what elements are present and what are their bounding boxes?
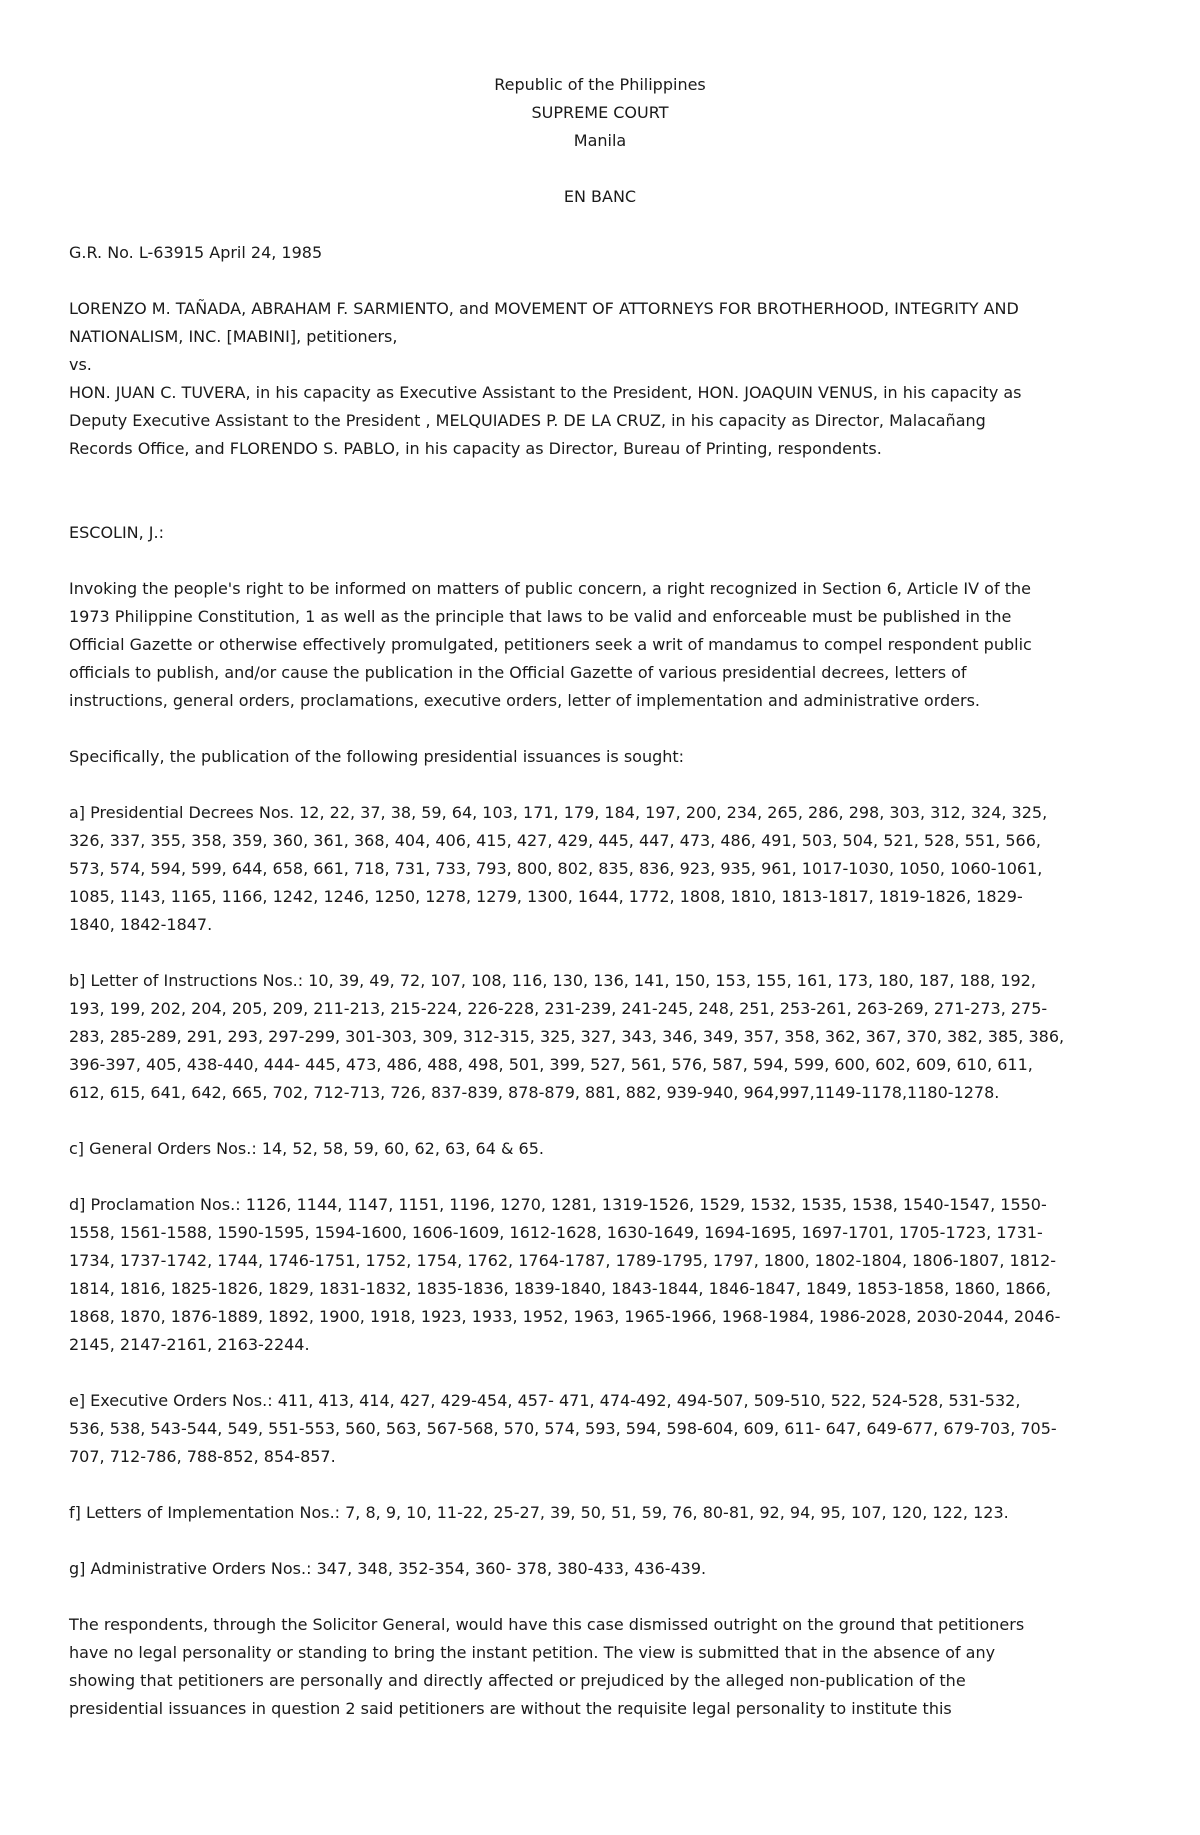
case-parties [69,295,1131,463]
item-g-paragraph [69,1555,1131,1583]
intro-line-3: Official Gazette or otherwise effectively promulgated, petitioners seek a writ of mandamus to compel respondent public [69,635,1032,654]
item-f-paragraph [69,1499,1131,1527]
intro-paragraph [69,575,1131,715]
case-number-date: G.R. No. L-63915 April 24, 1985 [69,243,323,262]
specifically-line-1: Specifically, the publication of the following presidential issuances is sought: [69,747,685,766]
item-d-line-1: d] Proclamation Nos.: 1126, 1144, 1147, 1151, 1196, 1270, 1281, 1319-1526, 1529, 1532, 1535, 1538, 1540-1547, 1550- [69,1195,1047,1214]
item-b-line-3: 283, 285-289, 291, 293, 297-299, 301-303, 309, 312-315, 325, 327, 343, 346, 349, 357, 358, 362, 367, 370, 382, 385, 386, [69,1027,1065,1046]
item-e-line-1: e] Executive Orders Nos.: 411, 413, 414, 427, 429-454, 457- 471, 474-492, 494-507, 509-510, 522, 524-528, 531-532, [69,1391,1021,1410]
item-b-line-4: 396-397, 405, 438-440, 444- 445, 473, 486, 488, 498, 501, 399, 527, 561, 576, 587, 594, 599, 600, 602, 609, 610, 611, [69,1055,1033,1074]
versus-line: vs. [69,355,92,374]
item-a-line-2: 326, 337, 355, 358, 359, 360, 361, 368, 404, 406, 415, 427, 429, 445, 447, 473, 486, 491, 503, 504, 521, 528, 551, 566, [69,831,1041,850]
item-a-line-5: 1840, 1842-1847. [69,915,213,934]
respondents-paragraph [69,1611,1131,1723]
country-line: Republic of the Philippines [494,75,706,94]
item-g-line-1: g] Administrative Orders Nos.: 347, 348, 352-354, 360- 378, 380-433, 436-439. [69,1559,707,1578]
item-d-line-5: 1868, 1870, 1876-1889, 1892, 1900, 1918, 1923, 1933, 1952, 1963, 1965-1966, 1968-1984, 1986-2028, 2030-2044, 2046- [69,1307,1061,1326]
court-header [69,71,1131,211]
item-d-line-2: 1558, 1561-1588, 1590-1595, 1594-1600, 1606-1609, 1612-1628, 1630-1649, 1694-1695, 1697-1701, 1705-1723, 1731- [69,1223,1043,1242]
division-line: EN BANC [563,187,637,206]
item-b-paragraph [69,967,1131,1107]
item-d-paragraph [69,1191,1131,1359]
specifically-paragraph [69,743,1131,771]
item-b-line-1: b] Letter of Instructions Nos.: 10, 39, 49, 72, 107, 108, 116, 130, 136, 141, 150, 153, 155, 161, 173, 180, 187, 188, 192, [69,971,1036,990]
intro-line-5: instructions, general orders, proclamations, executive orders, letter of implementation and administrative orders. [69,691,980,710]
item-d-line-6: 2145, 2147-2161, 2163-2244. [69,1335,310,1354]
item-c-line-1: c] General Orders Nos.: 14, 52, 58, 59, 60, 62, 63, 64 & 65. [69,1139,544,1158]
respondents-line-1: HON. JUAN C. TUVERA, in his capacity as Executive Assistant to the President, HON. JOAQUIN VENUS, in his capacity as [69,383,1022,402]
document-body [69,71,1131,1723]
item-e-line-2: 536, 538, 543-544, 549, 551-553, 560, 563, 567-568, 570, 574, 593, 594, 598-604, 609, 611- 647, 649-677, 679-703, 705- [69,1419,1057,1438]
item-d-line-4: 1814, 1816, 1825-1826, 1829, 1831-1832, 1835-1836, 1839-1840, 1843-1844, 1846-1847, 1849, 1853-1858, 1860, 1866, [69,1279,1051,1298]
item-e-paragraph [69,1387,1131,1471]
intro-line-4: officials to publish, and/or cause the publication in the Official Gazette of various presidential decrees, letters of [69,663,967,682]
respondents-para-line-4: presidential issuances in question 2 said petitioners are without the requisite legal personality to institute this [69,1699,952,1718]
item-b-line-2: 193, 199, 202, 204, 205, 209, 211-213, 215-224, 226-228, 231-239, 241-245, 248, 251, 253-261, 263-269, 271-273, 275- [69,999,1048,1018]
intro-line-1: Invoking the people's right to be informed on matters of public concern, a right recognized in Section 6, Article IV of the [69,579,1031,598]
item-a-line-4: 1085, 1143, 1165, 1166, 1242, 1246, 1250, 1278, 1279, 1300, 1644, 1772, 1808, 1810, 1813-1817, 1819-1826, 1829- [69,887,1023,906]
item-a-paragraph [69,799,1131,939]
respondents-line-2: Deputy Executive Assistant to the President , MELQUIADES P. DE LA CRUZ, in his capacity as Director, Malacañang [69,411,986,430]
court-line: SUPREME COURT [531,103,669,122]
respondents-line-3: Records Office, and FLORENDO S. PABLO, in his capacity as Director, Bureau of Printing, respondents. [69,439,882,458]
item-a-line-3: 573, 574, 594, 599, 644, 658, 661, 718, 731, 733, 793, 800, 802, 835, 836, 923, 935, 961, 1017-1030, 1050, 1060-1061, [69,859,1043,878]
item-b-line-5: 612, 615, 641, 642, 665, 702, 712-713, 726, 837-839, 878-879, 881, 882, 939-940, 964,997,1149-1178,1180-1278. [69,1083,1000,1102]
respondents-para-line-1: The respondents, through the Solicitor General, would have this case dismissed outright on the ground that petitioners [69,1615,1025,1634]
item-a-line-1: a] Presidential Decrees Nos. 12, 22, 37, 38, 59, 64, 103, 171, 179, 184, 197, 200, 234, 265, 286, 298, 303, 312, 324, 325, [69,803,1048,822]
item-d-line-3: 1734, 1737-1742, 1744, 1746-1751, 1752, 1754, 1762, 1764-1787, 1789-1795, 1797, 1800, 1802-1804, 1806-1807, 1812- [69,1251,1057,1270]
author-line: ESCOLIN, J.: [69,523,164,542]
intro-line-2: 1973 Philippine Constitution, 1 as well as the principle that laws to be valid and enforceable must be published in the [69,607,1012,626]
respondents-para-line-2: have no legal personality or standing to bring the instant petition. The view is submitted that in the absence of any [69,1643,996,1662]
item-c-paragraph [69,1135,1131,1163]
petitioners-line-1: LORENZO M. TAÑADA, ABRAHAM F. SARMIENTO, and MOVEMENT OF ATTORNEYS FOR BROTHERHOOD, INTEGRITY AND [69,299,1019,318]
item-e-line-3: 707, 712-786, 788-852, 854-857. [69,1447,336,1466]
city-line: Manila [573,131,627,150]
item-f-line-1: f] Letters of Implementation Nos.: 7, 8, 9, 10, 11-22, 25-27, 39, 50, 51, 59, 76, 80-81, 92, 94, 95, 107, 120, 122, 123. [69,1503,1009,1522]
respondents-para-line-3: showing that petitioners are personally and directly affected or prejudiced by the alleged non-publication of the [69,1671,966,1690]
petitioners-line-2: NATIONALISM, INC. [MABINI], petitioners, [69,327,398,346]
